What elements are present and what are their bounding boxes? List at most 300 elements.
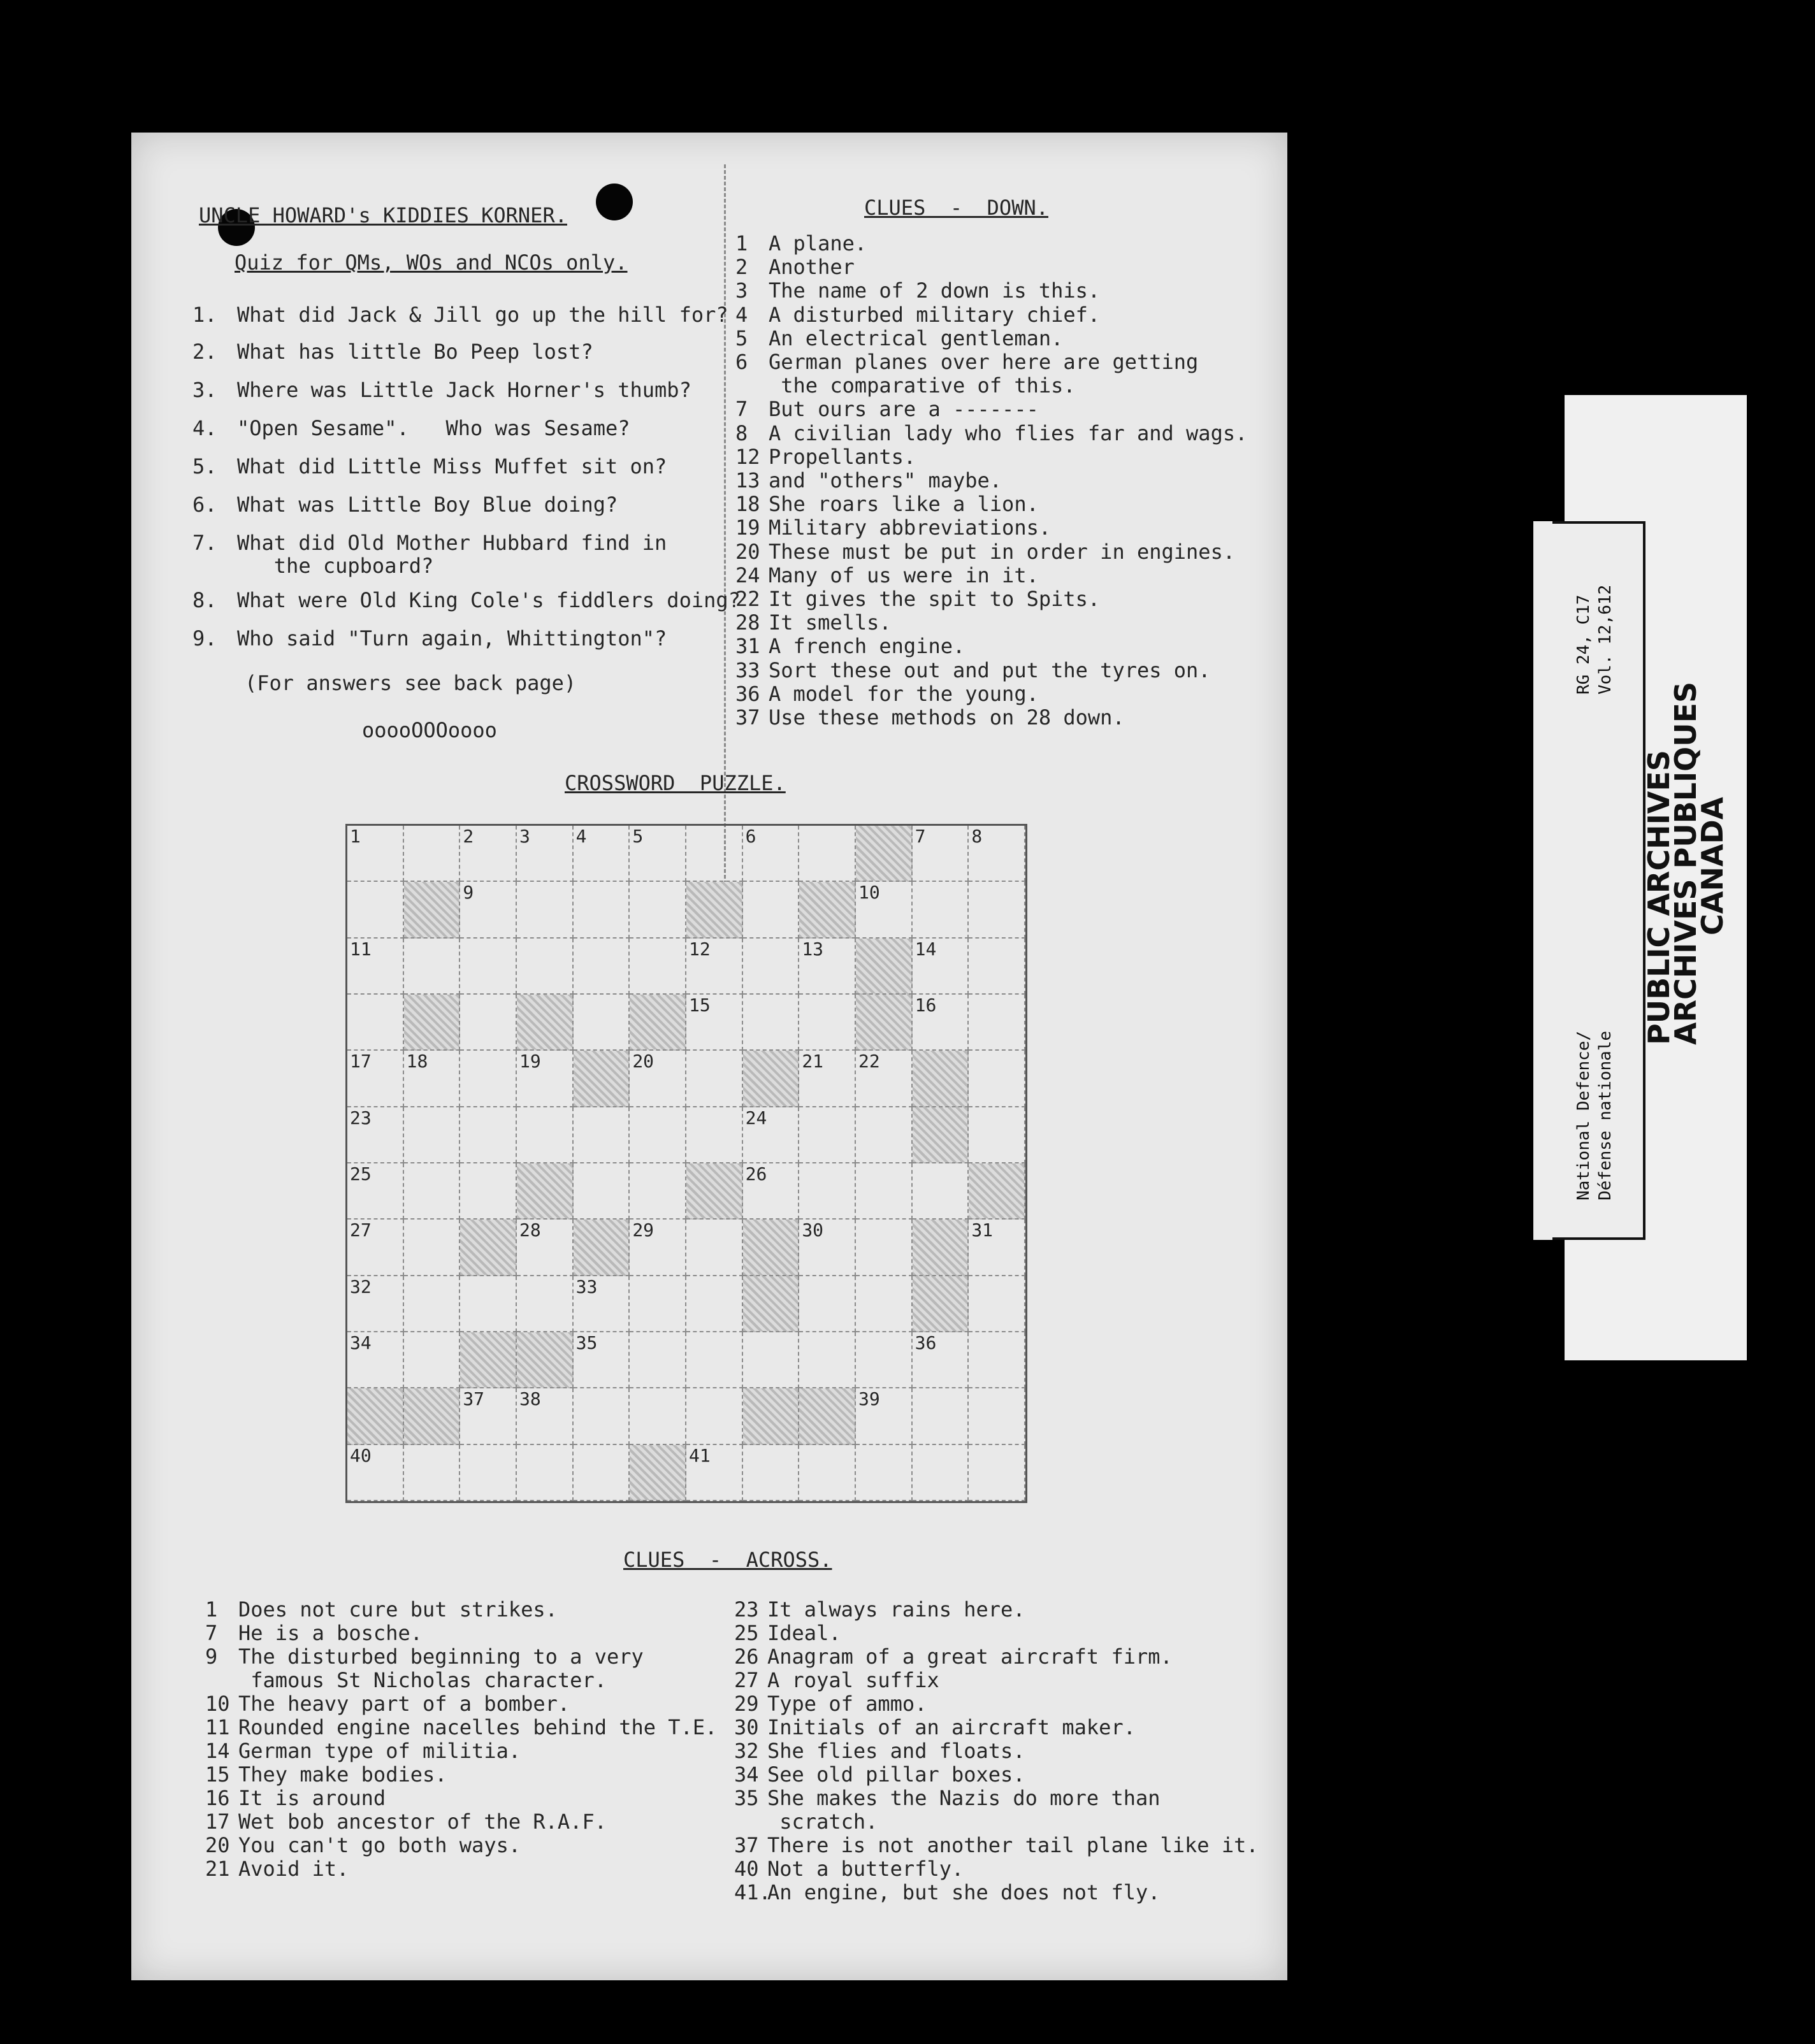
- quiz-question: [192, 455, 667, 479]
- clue-number: 17: [205, 1810, 230, 1834]
- across-clue: [734, 1881, 1161, 1904]
- clue-number: 24: [735, 563, 760, 587]
- clue-text: These must be put in order in engines.: [769, 539, 1236, 564]
- clue-number: 31: [735, 634, 760, 659]
- crossword-cell: [347, 826, 404, 882]
- crossword-cell-number: 15: [689, 995, 711, 1016]
- clue-text: They make bodies.: [238, 1762, 447, 1787]
- crossword-cell: [856, 1107, 913, 1163]
- across-clue: [205, 1763, 447, 1787]
- separator: ooooOOOoooo: [362, 718, 497, 742]
- archive-ref: RG 24, C17: [1574, 594, 1593, 695]
- crossword-cell-shaded: [686, 882, 743, 938]
- clue-text: It smells.: [769, 610, 892, 635]
- crossword-cell: [517, 1445, 574, 1501]
- crossword-cell: [969, 1051, 1025, 1107]
- punch-hole-top: [596, 184, 633, 220]
- clue-number: 27: [734, 1668, 759, 1692]
- clue-text: A civilian lady who flies far and wags.: [769, 421, 1248, 445]
- crossword-cell-shaded: [460, 1220, 517, 1276]
- clue-text: A disturbed military chief.: [769, 302, 1101, 327]
- clue-number: 4: [735, 302, 748, 327]
- clue-number: 14: [205, 1739, 230, 1763]
- clue-text: The disturbed beginning to a very: [238, 1645, 644, 1669]
- down-clue: [735, 564, 1039, 587]
- crossword-cell-number: 1: [350, 826, 361, 847]
- crossword-cell-shaded: [347, 1388, 404, 1444]
- clue-number: 32: [734, 1739, 759, 1763]
- crossword-cell-shaded: [856, 826, 913, 882]
- crossword-cell-shaded: [517, 995, 574, 1051]
- crossword-cell: [686, 826, 743, 882]
- crossword-cell: [517, 1107, 574, 1163]
- crossword-cell-shaded: [913, 1107, 969, 1163]
- clue-number: 16: [205, 1786, 230, 1810]
- crossword-cell-number: 21: [802, 1051, 824, 1072]
- quiz-question-text: the cupboard?: [237, 554, 434, 578]
- down-clue: [735, 659, 1211, 682]
- across-clues-heading: CLUES - ACROSS.: [623, 1548, 832, 1572]
- crossword-cell: [686, 1332, 743, 1388]
- crossword-cell: [686, 1388, 743, 1444]
- crossword-cell-number: 22: [858, 1051, 880, 1072]
- down-clue: [735, 635, 965, 658]
- clue-number: 2: [735, 255, 748, 280]
- down-clue: [735, 611, 892, 635]
- crossword-cell: [630, 1276, 686, 1332]
- crossword-cell: [743, 995, 800, 1051]
- crossword-cell: [969, 1332, 1025, 1388]
- crossword-cell-shaded: [630, 1445, 686, 1501]
- crossword-cell: [460, 939, 517, 995]
- crossword-cell: [969, 1220, 1025, 1276]
- crossword-cell: [630, 826, 686, 882]
- clue-text: Many of us were in it.: [769, 563, 1039, 587]
- crossword-cell: [460, 995, 517, 1051]
- quiz-question: [192, 340, 593, 364]
- crossword-cell-number: 26: [745, 1163, 767, 1184]
- down-clue: [735, 587, 1100, 611]
- crossword-cell: [574, 1163, 630, 1220]
- quiz-question-text: What did Little Miss Muffet sit on?: [237, 454, 667, 479]
- crossword-cell: [404, 1163, 461, 1220]
- clue-number: 8: [735, 421, 748, 445]
- clue-number: 1: [735, 231, 748, 256]
- clue-number: 30: [734, 1715, 759, 1739]
- crossword-cell: [347, 1163, 404, 1220]
- crossword-cell-shaded: [969, 1163, 1025, 1220]
- crossword-cell-number: 10: [858, 882, 880, 903]
- across-clue: [734, 1787, 1161, 1810]
- quiz-question-text: Who said "Turn again, Whittington"?: [237, 626, 667, 651]
- archive-dept-en: National Defence/: [1574, 1030, 1593, 1200]
- clue-text: German type of militia.: [238, 1739, 521, 1763]
- clue-number: 10: [205, 1692, 230, 1716]
- across-clue: [205, 1645, 644, 1669]
- crossword-cell: [517, 1220, 574, 1276]
- crossword-cell-number: 4: [575, 826, 587, 847]
- down-clue: [735, 540, 1235, 564]
- crossword-cell: [630, 1163, 686, 1220]
- down-clue: [735, 469, 1002, 493]
- quiz-question-text: What did Jack & Jill go up the hill for?: [237, 303, 728, 327]
- crossword-cell-number: 24: [745, 1107, 767, 1128]
- crossword-cell-number: 2: [463, 826, 474, 847]
- clue-text: The name of 2 down is this.: [769, 278, 1101, 303]
- clue-number: 29: [734, 1692, 759, 1716]
- crossword-cell-number: 30: [802, 1220, 824, 1241]
- down-clue: [735, 516, 1051, 540]
- crossword-cell: [799, 1107, 856, 1163]
- crossword-cell-number: 41: [689, 1444, 711, 1466]
- crossword-cell: [347, 995, 404, 1051]
- crossword-cell-number: 32: [350, 1276, 372, 1297]
- crossword-cell: [969, 1107, 1025, 1163]
- crossword-cell: [743, 1445, 800, 1501]
- across-clue: [205, 1787, 386, 1810]
- quiz-question-text: What was Little Boy Blue doing?: [237, 493, 618, 517]
- quiz-question: [192, 589, 741, 612]
- crossword-cell-number: 16: [915, 995, 937, 1016]
- quiz-question: [192, 554, 433, 578]
- crossword-cell: [460, 1107, 517, 1163]
- quiz-question: [192, 378, 691, 402]
- crossword-cell: [347, 1332, 404, 1388]
- crossword-cell: [856, 1276, 913, 1332]
- archive-country: CANADA: [1695, 796, 1730, 935]
- clue-text: Rounded engine nacelles behind the T.E.: [238, 1715, 718, 1739]
- quiz-question-text: Where was Little Jack Horner's thumb?: [237, 378, 691, 402]
- crossword-cell-number: 31: [971, 1220, 994, 1241]
- crossword-cell: [969, 995, 1025, 1051]
- down-clue: [735, 445, 916, 469]
- down-clue: [735, 327, 1063, 350]
- crossword-cell: [913, 826, 969, 882]
- across-clue: [205, 1598, 558, 1622]
- clue-text: and "others" maybe.: [769, 468, 1002, 493]
- clue-text: Not a butterfly.: [767, 1857, 964, 1881]
- crossword-cell-shaded: [404, 882, 461, 938]
- crossword-cell-shaded: [913, 1276, 969, 1332]
- crossword-cell: [743, 1163, 800, 1220]
- crossword-cell-shaded: [574, 1051, 630, 1107]
- crossword-cell-shaded: [856, 995, 913, 1051]
- crossword-cell: [913, 939, 969, 995]
- crossword-cell: [574, 1388, 630, 1444]
- crossword-cell: [686, 1051, 743, 1107]
- crossword-cell-shaded: [913, 1051, 969, 1107]
- crossword-cell: [743, 1332, 800, 1388]
- crossword-cell-number: 40: [350, 1444, 372, 1466]
- crossword-cell-number: 14: [915, 938, 937, 960]
- crossword-cell-shaded: [743, 1276, 800, 1332]
- crossword-cell: [574, 1107, 630, 1163]
- clue-text: Military abbreviations.: [769, 515, 1052, 540]
- crossword-cell: [404, 1107, 461, 1163]
- archive-dept-fr: Défense nationale: [1596, 1030, 1615, 1200]
- clue-text: It gives the spit to Spits.: [769, 587, 1101, 611]
- crossword-cell-number: 6: [745, 826, 756, 847]
- clue-number: 5: [735, 326, 748, 350]
- clue-text: Type of ammo.: [767, 1692, 927, 1716]
- quiz-question-text: What has little Bo Peep lost?: [237, 340, 593, 364]
- crossword-cell-number: 23: [350, 1107, 372, 1128]
- crossword-cell: [799, 826, 856, 882]
- crossword-cell: [686, 995, 743, 1051]
- across-clue: [734, 1622, 841, 1645]
- crossword-cell: [743, 826, 800, 882]
- crossword-cell: [404, 1332, 461, 1388]
- clue-text: Avoid it.: [238, 1857, 349, 1881]
- crossword-cell-number: 5: [632, 826, 644, 847]
- clue-number: 34: [734, 1762, 759, 1787]
- clue-text: You can't go both ways.: [238, 1833, 521, 1857]
- clue-number: 20: [205, 1833, 230, 1857]
- down-clue: [735, 374, 1076, 398]
- down-clue: [735, 493, 1039, 516]
- crossword-cell: [686, 1107, 743, 1163]
- down-clue: [735, 350, 1198, 374]
- crossword-cell: [630, 1332, 686, 1388]
- clue-text: Propellants.: [769, 444, 916, 469]
- quiz-question: [192, 417, 630, 440]
- crossword-cell: [517, 939, 574, 995]
- crossword-cell: [460, 1445, 517, 1501]
- down-clue: [735, 422, 1247, 445]
- clue-text: An electrical gentleman.: [769, 326, 1064, 350]
- crossword-cell: [574, 882, 630, 938]
- crossword-cell-number: 37: [463, 1388, 485, 1410]
- crossword-cell: [856, 1220, 913, 1276]
- crossword-cell-number: 33: [575, 1276, 598, 1297]
- clue-text: The heavy part of a bomber.: [238, 1692, 570, 1716]
- crossword-cell-number: 18: [406, 1051, 428, 1072]
- clue-number: 21: [205, 1857, 230, 1881]
- clue-text: A plane.: [769, 231, 867, 256]
- crossword-cell: [404, 1220, 461, 1276]
- crossword-cell-shaded: [686, 1163, 743, 1220]
- quiz-question: [192, 303, 728, 327]
- clue-text: famous St Nicholas character.: [238, 1668, 607, 1692]
- clue-number: 33: [735, 658, 760, 682]
- crossword-cell-number: 34: [350, 1332, 372, 1353]
- archive-label: [1533, 521, 1645, 1240]
- crossword-cell-shaded: [517, 1163, 574, 1220]
- clue-number: 20: [735, 539, 760, 564]
- clue-text: She flies and floats.: [767, 1739, 1025, 1763]
- quiz-question-number: 6.: [192, 493, 217, 517]
- crossword-cell: [969, 939, 1025, 995]
- crossword-cell: [574, 1276, 630, 1332]
- crossword-cell: [404, 826, 461, 882]
- clue-text: Wet bob ancestor of the R.A.F.: [238, 1810, 607, 1834]
- across-clue: [734, 1739, 1025, 1763]
- crossword-cell: [856, 882, 913, 938]
- across-clue: [734, 1834, 1259, 1857]
- crossword-cell: [347, 882, 404, 938]
- clue-number: 19: [735, 515, 760, 540]
- crossword-cell: [799, 1163, 856, 1220]
- down-clue: [735, 398, 1039, 421]
- clue-number: 41.: [734, 1880, 771, 1904]
- crossword-cell: [799, 1051, 856, 1107]
- crossword-cell-shaded: [404, 1388, 461, 1444]
- crossword-cell-number: 13: [802, 938, 824, 960]
- down-clue: [735, 303, 1100, 327]
- crossword-cell: [969, 1388, 1025, 1444]
- crossword-cell-shaded: [630, 995, 686, 1051]
- crossword-cell: [856, 1388, 913, 1444]
- crossword-cell: [799, 995, 856, 1051]
- clue-number: 36: [735, 681, 760, 706]
- quiz-question-number: 9.: [192, 626, 217, 651]
- crossword-cell-shaded: [517, 1332, 574, 1388]
- quiz-subtitle: Quiz for QMs, WOs and NCOs only.: [235, 250, 628, 275]
- crossword-cell: [969, 882, 1025, 938]
- down-clue: [735, 279, 1100, 303]
- crossword-cell: [574, 995, 630, 1051]
- crossword-cell-number: 12: [689, 938, 711, 960]
- crossword-cell: [630, 1051, 686, 1107]
- crossword-cell-shaded: [856, 939, 913, 995]
- clue-number: 6: [735, 350, 748, 374]
- clue-text: See old pillar boxes.: [767, 1762, 1025, 1787]
- clue-number: 37: [734, 1833, 759, 1857]
- crossword-cell: [404, 1051, 461, 1107]
- clue-number: 3: [735, 278, 748, 303]
- crossword-cell: [517, 826, 574, 882]
- clue-number: 15: [205, 1762, 230, 1787]
- across-clue: [205, 1739, 521, 1763]
- crossword-cell: [404, 1276, 461, 1332]
- document-page: [131, 133, 1287, 1980]
- clue-text: Use these methods on 28 down.: [769, 705, 1125, 730]
- crossword-cell-number: 25: [350, 1163, 372, 1184]
- clue-text: A french engine.: [769, 634, 965, 659]
- crossword-cell-number: 11: [350, 938, 372, 960]
- clue-text: She roars like a lion.: [769, 492, 1039, 517]
- clue-text: Initials of an aircraft maker.: [767, 1715, 1136, 1739]
- clue-text: A royal suffix: [767, 1668, 939, 1692]
- crossword-cell: [969, 826, 1025, 882]
- crossword-cell: [517, 1276, 574, 1332]
- clue-number: 23: [734, 1597, 759, 1622]
- crossword-cell-number: 17: [350, 1051, 372, 1072]
- crossword-cell-shaded: [743, 1388, 800, 1444]
- crossword-cell: [969, 1445, 1025, 1501]
- crossword-cell: [460, 1051, 517, 1107]
- crossword-cell-shaded: [743, 1051, 800, 1107]
- archive-name-en: PUBLIC ARCHIVES: [1642, 750, 1676, 1045]
- crossword-cell: [799, 1332, 856, 1388]
- crossword-cell-number: 7: [915, 826, 926, 847]
- clue-number: 40: [734, 1857, 759, 1881]
- crossword-cell: [913, 1388, 969, 1444]
- crossword-cell: [686, 939, 743, 995]
- clue-text: But ours are a -------: [769, 397, 1039, 422]
- crossword-title: CROSSWORD PUZZLE.: [565, 771, 786, 795]
- crossword-cell-shaded: [743, 1220, 800, 1276]
- crossword-cell: [799, 1276, 856, 1332]
- crossword-cell: [347, 1107, 404, 1163]
- clue-number: 28: [735, 610, 760, 635]
- crossword-cell: [630, 939, 686, 995]
- answers-note: (For answers see back page): [245, 671, 577, 695]
- clue-text: A model for the young.: [769, 681, 1039, 706]
- crossword-cell: [574, 939, 630, 995]
- clue-number: 25: [734, 1621, 759, 1645]
- quiz-question-number: 7.: [192, 531, 217, 555]
- clue-text: Sort these out and put the tyres on.: [769, 658, 1211, 682]
- across-clue: [734, 1716, 1136, 1739]
- crossword-cell: [347, 1276, 404, 1332]
- crossword-cell: [517, 882, 574, 938]
- clue-text: It is around: [238, 1786, 386, 1810]
- quiz-question: [192, 493, 618, 517]
- crossword-cell: [913, 1445, 969, 1501]
- clue-number: 22: [735, 587, 760, 611]
- crossword-cell: [913, 1332, 969, 1388]
- crossword-cell: [799, 1220, 856, 1276]
- crossword-cell: [913, 995, 969, 1051]
- clue-text: Anagram of a great aircraft firm.: [767, 1645, 1173, 1669]
- across-clue: [734, 1810, 878, 1834]
- clue-text: An engine, but she does not fly.: [767, 1880, 1161, 1904]
- clue-number: 7: [205, 1621, 218, 1645]
- crossword-cell: [404, 939, 461, 995]
- across-clue: [734, 1763, 1025, 1787]
- clue-text: Does not cure but strikes.: [238, 1597, 558, 1622]
- quiz-question-number: 1.: [192, 303, 217, 327]
- across-clue: [734, 1645, 1173, 1669]
- archive-name-fr: ARCHIVES PUBLIQUES: [1668, 681, 1703, 1045]
- quiz-question-number: 8.: [192, 588, 217, 612]
- clue-number: 1: [205, 1597, 218, 1622]
- crossword-cell-shaded: [404, 995, 461, 1051]
- clue-number: 9: [205, 1645, 218, 1669]
- clue-number: 11: [205, 1715, 230, 1739]
- crossword-grid: [345, 824, 1027, 1503]
- crossword-cell-number: 36: [915, 1332, 937, 1353]
- crossword-cell: [913, 1163, 969, 1220]
- crossword-cell-number: 19: [519, 1051, 541, 1072]
- archive-label-tab: [1533, 521, 1552, 1240]
- crossword-cell-number: 20: [632, 1051, 654, 1072]
- crossword-cell-shaded: [799, 1388, 856, 1444]
- across-clue: [734, 1692, 927, 1716]
- crossword-cell-number: 28: [519, 1220, 541, 1241]
- crossword-cell-number: 8: [971, 826, 983, 847]
- clue-number: 12: [735, 444, 760, 469]
- quiz-question-number: 5.: [192, 454, 217, 479]
- across-clue: [205, 1669, 607, 1692]
- crossword-cell-number: 39: [858, 1388, 880, 1410]
- quiz-question-text: What did Old Mother Hubbard find in: [237, 531, 667, 555]
- crossword-cell: [347, 939, 404, 995]
- clue-text: the comparative of this.: [769, 373, 1076, 398]
- quiz-question-text: What were Old King Cole's fiddlers doing?: [237, 588, 741, 612]
- crossword-cell: [574, 1332, 630, 1388]
- crossword-cell-number: 3: [519, 826, 530, 847]
- quiz-question-number: 4.: [192, 416, 217, 440]
- quiz-question-number: 2.: [192, 340, 217, 364]
- crossword-cell: [799, 1445, 856, 1501]
- down-clues-heading: CLUES - DOWN.: [864, 196, 1048, 220]
- down-clue: [735, 256, 855, 279]
- clue-text: Ideal.: [767, 1621, 841, 1645]
- clue-number: 35: [734, 1786, 759, 1810]
- crossword-cell: [743, 882, 800, 938]
